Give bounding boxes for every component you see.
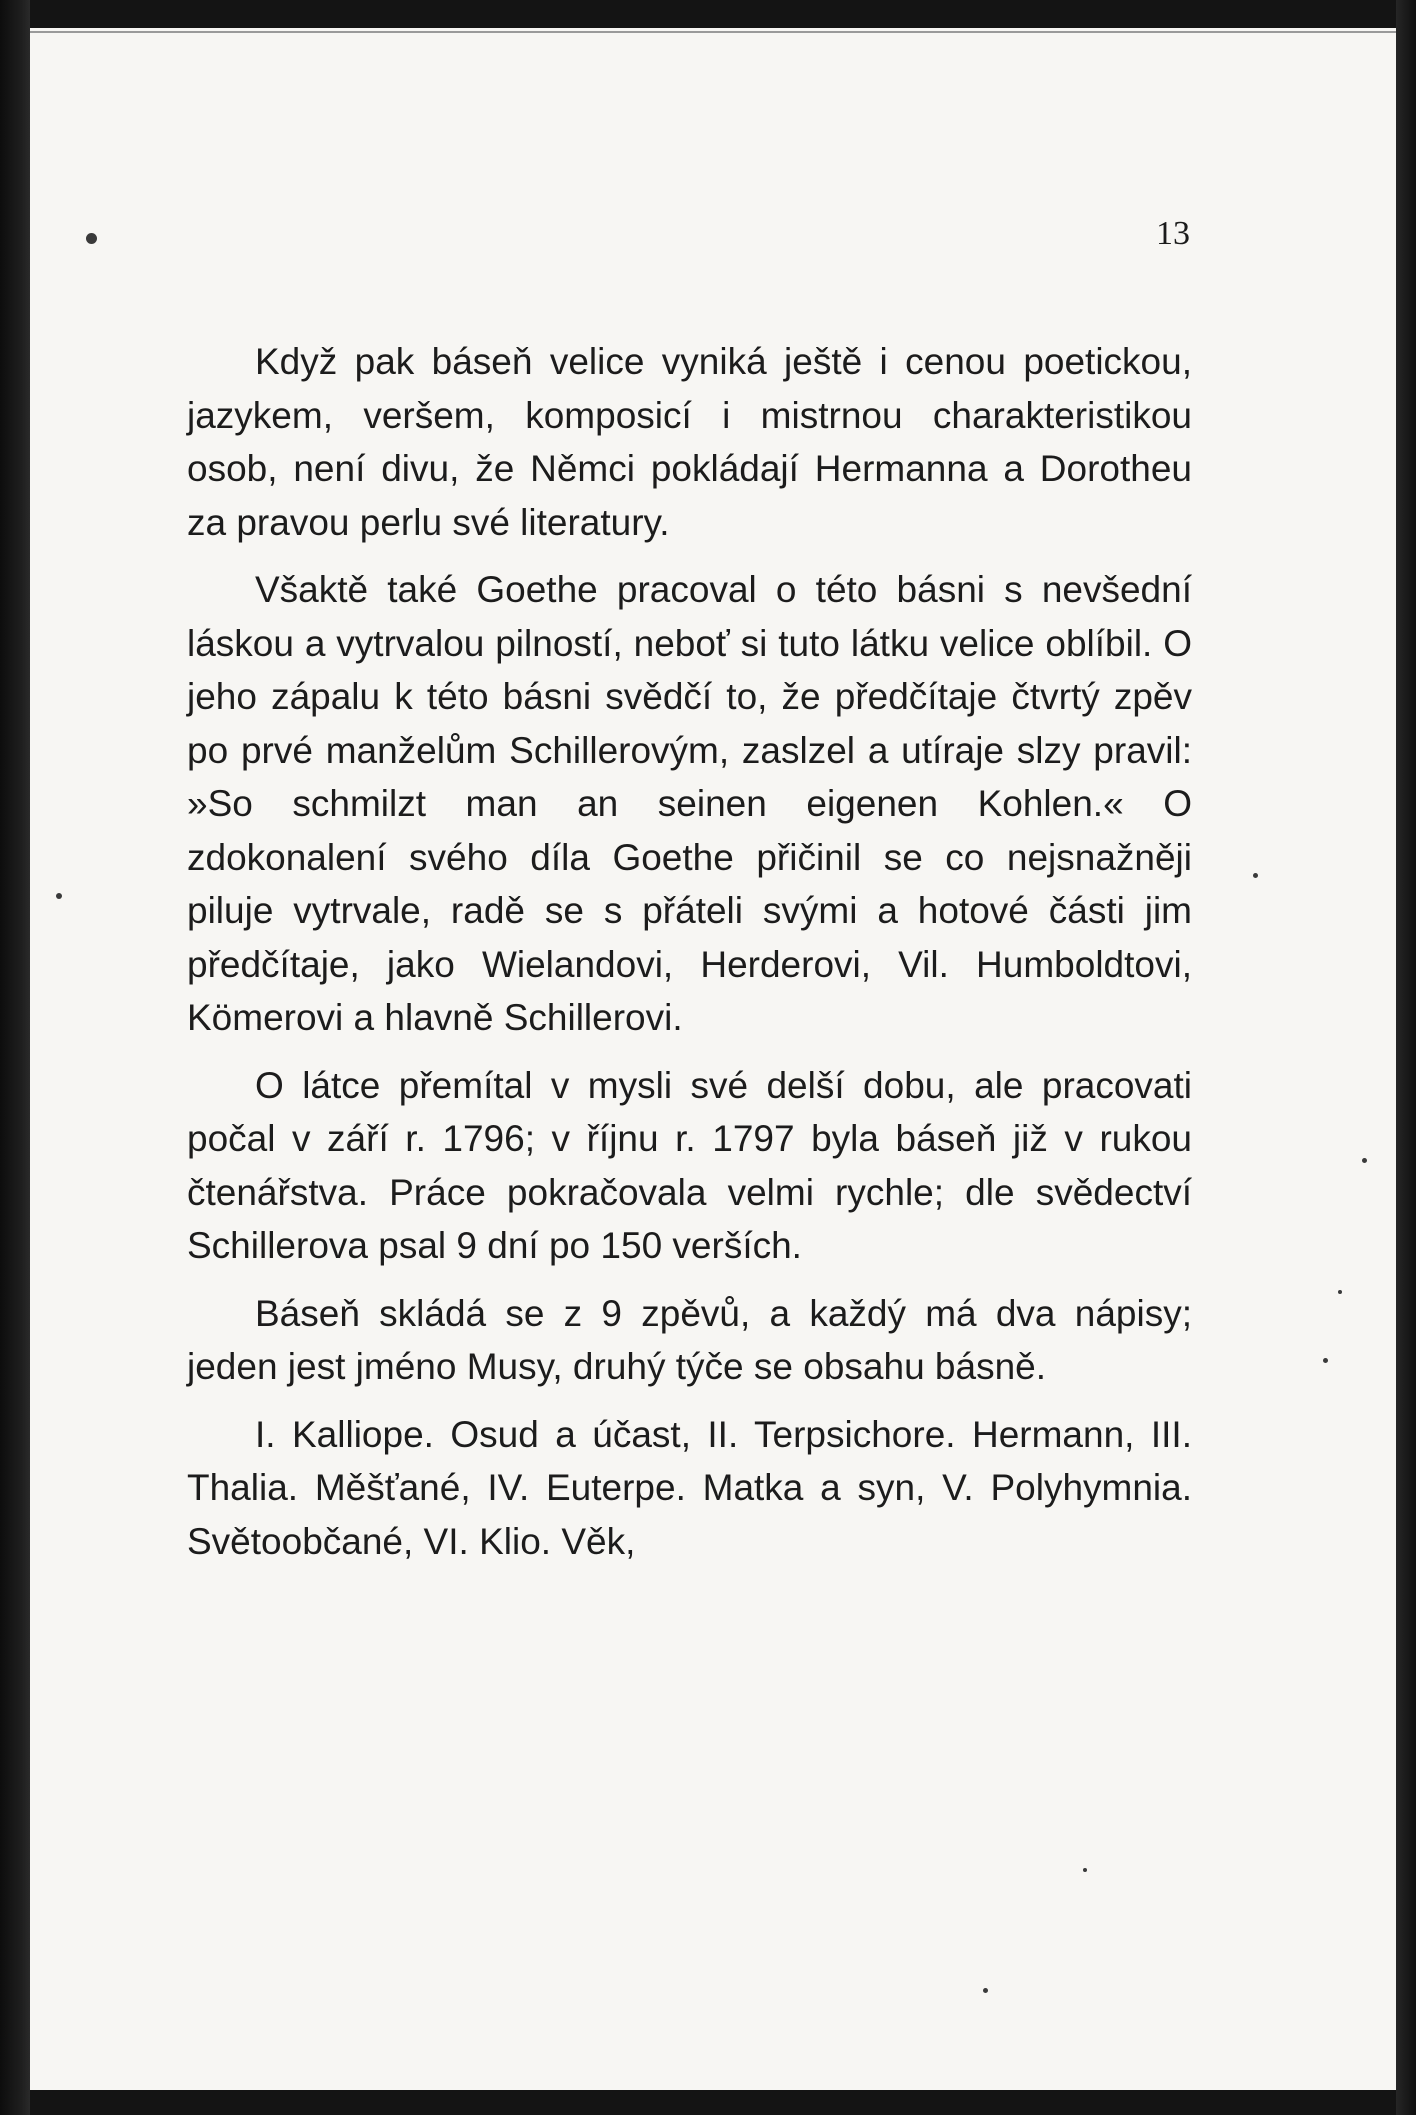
- scan-speck: [1083, 1868, 1087, 1872]
- body-text: [187, 335, 1192, 1582]
- book-spine-edge: [0, 0, 30, 2115]
- scan-speck: [1323, 1358, 1328, 1363]
- paragraph-3: O látce přemítal v mysli své delší dobu, ale pracovati počal v září r. 1796; v říjnu r. 1797 byla báseň již v rukou čtenářstva. Práce pokračovala velmi rychle; dle svědectví Schillerova psal 9 dní po 150 verších.: [187, 1064, 1192, 1266]
- paragraph-4: Báseň skládá se z 9 zpěvů, a každý má dva nápisy; jeden jest jméno Musy, druhý týče se obsahu básně.: [187, 1292, 1192, 1387]
- scan-speck: [1253, 873, 1258, 878]
- scan-speck: [983, 1988, 988, 1993]
- page-right-edge: [1396, 0, 1416, 2115]
- scan-speck: [86, 233, 97, 244]
- paragraph-5: I. Kalliope. Osud a účast, II. Terpsichore. Hermann, III. Thalia. Měšťané, IV. Euterpe. Matka a syn, V. Polyhymnia. Světoobčané, VI. Klio. Věk,: [187, 1413, 1192, 1562]
- scan-artifact-line: [30, 31, 1396, 33]
- paragraph-1: Když pak báseň velice vyniká ještě i cenou poetickou, jazykem, veršem, komposicí i mistrnou charakteristikou osob, není divu, že Němci pokládají Hermanna a Dorotheu za pravou perlu své literatury.: [187, 341, 1192, 543]
- scan-speck: [1338, 1290, 1342, 1294]
- scan-speck: [56, 893, 62, 899]
- scan-speck: [1362, 1158, 1367, 1163]
- paragraph-2: Všaktě také Goethe pracoval o této básni s nevšední láskou a vytrvalou pilností, neboť si tuto látku velice oblíbil. O jeho zápalu k této básni svědčí to, že předčítaje čtvrtý zpěv po prvé manželům Schillerovým, zaslzel a utíraje slzy pravil: »So schmilzt man an seinen eigenen Kohlen.« O zdokonalení svého díla Goethe přičinil se co nejsnažněji piluje vytrvale, radě se s přáteli svými a hotové části jim předčítaje, jako Wielandovi, Herderovi, Vil. Humboldtovi, Kömerovi a hlavně Schillerovi.: [187, 569, 1192, 1038]
- page-number: 13: [1156, 215, 1190, 252]
